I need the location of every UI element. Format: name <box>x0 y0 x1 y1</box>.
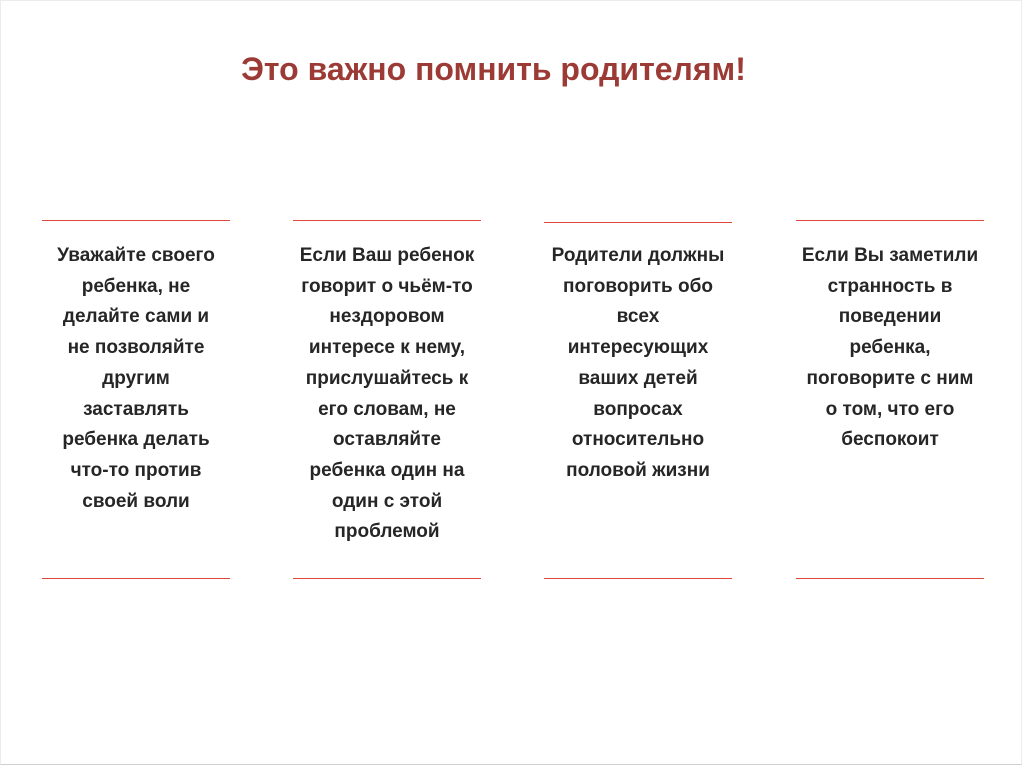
divider-bottom <box>796 578 984 579</box>
tip-line: странность в <box>827 275 953 297</box>
slide-title: Это важно помнить родителям! <box>241 51 746 87</box>
tip-line: нездоровом <box>329 306 445 328</box>
divider-top <box>544 222 732 223</box>
tip-line: проблемой <box>334 521 440 543</box>
tip-line: заставлять <box>83 398 189 420</box>
tip-line: один с этой <box>331 490 443 512</box>
tip-line: своей воли <box>82 490 190 512</box>
tip-line: поговорить обо <box>563 275 713 297</box>
divider-top <box>42 220 230 221</box>
tip-line: Уважайте своего <box>57 245 215 266</box>
tip-line: прислушайтесь к <box>305 367 469 389</box>
tip-text <box>532 241 744 487</box>
tip-line: Родители должны <box>551 245 725 266</box>
tip-line: относительно <box>571 429 705 451</box>
tip-line: поговорите с ним <box>806 367 974 389</box>
tip-line: делайте сами и <box>62 306 210 328</box>
divider-bottom <box>42 578 230 579</box>
divider-bottom <box>544 578 732 579</box>
tip-line: другим <box>102 367 170 389</box>
tip-text <box>784 241 996 456</box>
tip-line: его словам, не <box>318 398 456 420</box>
divider-bottom <box>293 578 481 579</box>
tip-line: всех <box>616 306 660 328</box>
tip-line: оставляйте <box>333 429 441 451</box>
tip-line: говорит о чьём-то <box>301 275 473 297</box>
tip-line: интересе к нему, <box>308 337 466 359</box>
tip-line: вопросах <box>593 398 683 420</box>
tip-line: ваших детей <box>578 367 698 389</box>
tip-line: о том, что его <box>825 398 955 420</box>
tip-line: беспокоит <box>841 429 939 451</box>
tip-line: ребенка, не <box>81 275 191 297</box>
tip-line: поведении <box>838 306 942 328</box>
tip-text <box>30 241 242 517</box>
divider-top <box>796 220 984 221</box>
tip-line: Если Вы заметили <box>801 245 979 266</box>
tip-text <box>281 241 493 548</box>
tip-line: что-то против <box>70 459 202 481</box>
tip-line: интересующих <box>567 337 709 359</box>
tip-line: ребенка один на <box>309 459 465 481</box>
tip-line: не позволяйте <box>67 337 205 359</box>
tip-line: ребенка, <box>849 337 931 359</box>
tip-line: ребенка делать <box>62 429 210 451</box>
tip-line: половой жизни <box>566 459 710 481</box>
tip-line: Если Ваш ребенок <box>299 245 475 266</box>
divider-top <box>293 220 481 221</box>
